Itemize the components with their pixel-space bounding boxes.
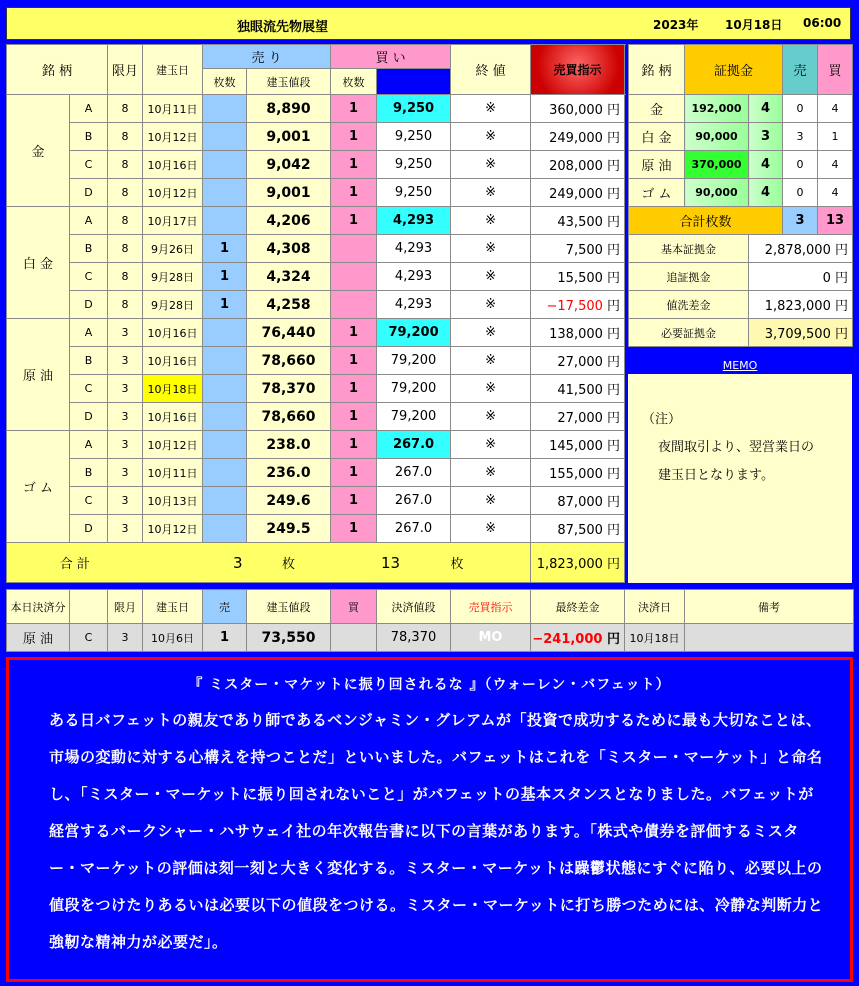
table-row	[7, 291, 625, 319]
total-sell-count: 3	[143, 543, 247, 583]
col-header-tategyoku-nedan: 建玉値段	[247, 69, 331, 95]
valuation-diff: 43,500 円	[531, 207, 625, 235]
entry-price: 9,001	[247, 123, 331, 151]
buy-count: 1	[331, 347, 377, 375]
header-date: 10月18日	[725, 18, 783, 32]
margin-total-buy: 13	[818, 207, 853, 235]
margin-amount: 370,000	[685, 151, 749, 179]
margin-summary-row	[629, 235, 853, 263]
sell-count	[203, 515, 247, 543]
col-header-gengetsu: 限月	[108, 45, 143, 95]
entry-date: 10月13日	[143, 487, 203, 515]
settle-month: 3	[108, 624, 143, 652]
margin-header-uri: 売	[783, 45, 818, 95]
margin-buy: 1	[818, 123, 853, 151]
table-row	[7, 179, 625, 207]
entry-price: 249.6	[247, 487, 331, 515]
entry-date: 10月16日	[143, 151, 203, 179]
valuation-diff: 27,000 円	[531, 347, 625, 375]
margin-amount: 90,000	[685, 123, 749, 151]
memo-link[interactable]: MEMO	[628, 349, 852, 373]
contract-code: B	[70, 123, 108, 151]
valuation-diff: 138,000 円	[531, 319, 625, 347]
valuation-diff: 87,500 円	[531, 515, 625, 543]
close-price: 9,250	[377, 123, 451, 151]
margin-contracts: 4	[749, 151, 783, 179]
settlement-table	[6, 589, 854, 652]
entry-date: 10月12日	[143, 431, 203, 459]
contract-month: 8	[108, 151, 143, 179]
buy-count: 1	[331, 487, 377, 515]
total-label: 合 計	[7, 543, 143, 583]
total-row	[7, 543, 625, 583]
settle-header-tategyoku-nedan: 建玉値段	[247, 590, 331, 624]
trade-instruction: ※	[451, 431, 531, 459]
trade-instruction: ※	[451, 235, 531, 263]
settle-header-label: 本日決済分	[7, 590, 70, 624]
settle-header-biko: 備考	[685, 590, 854, 624]
margin-sell: 0	[783, 151, 818, 179]
sell-count	[203, 431, 247, 459]
contract-code: C	[70, 263, 108, 291]
buy-count: 1	[331, 459, 377, 487]
buy-count: 1	[331, 319, 377, 347]
header-bar	[6, 7, 851, 40]
contract-code: A	[70, 319, 108, 347]
settle-sell: 1	[203, 624, 247, 652]
table-row	[7, 459, 625, 487]
commodity-name: ゴ ム	[7, 431, 70, 543]
contract-code: D	[70, 515, 108, 543]
entry-price: 78,660	[247, 347, 331, 375]
contract-code: A	[70, 207, 108, 235]
contract-code: D	[70, 179, 108, 207]
total-buy-unit: 枚	[451, 543, 531, 583]
commodity-name: 原 油	[7, 319, 70, 431]
close-price: 4,293	[377, 291, 451, 319]
margin-commodity: 金	[629, 95, 685, 123]
header-time: 06:00	[803, 16, 842, 30]
margin-contracts: 4	[749, 179, 783, 207]
margin-sell: 3	[783, 123, 818, 151]
margin-header-shokokin: 証拠金	[685, 45, 783, 95]
summary-label: 追証拠金	[629, 263, 749, 291]
valuation-diff: 7,500 円	[531, 235, 625, 263]
contract-month: 8	[108, 263, 143, 291]
buy-count: 1	[331, 431, 377, 459]
close-price: 4,293	[377, 207, 451, 235]
commodity-name: 金	[7, 95, 70, 207]
col-header-baibai-shiji: 売買指示	[531, 45, 625, 95]
valuation-diff: 360,000 円	[531, 95, 625, 123]
settle-header-tategyokubi: 建玉日	[143, 590, 203, 624]
valuation-diff: −17,500 円	[531, 291, 625, 319]
table-row	[7, 263, 625, 291]
entry-price: 76,440	[247, 319, 331, 347]
trade-instruction: ※	[451, 123, 531, 151]
settle-header-uri: 売	[203, 590, 247, 624]
valuation-diff: 41,500 円	[531, 375, 625, 403]
close-price: 79,200	[377, 347, 451, 375]
contract-month: 3	[108, 431, 143, 459]
contract-code: B	[70, 347, 108, 375]
sell-count	[203, 151, 247, 179]
entry-price: 8,890	[247, 95, 331, 123]
buy-count	[331, 263, 377, 291]
buy-count: 1	[331, 151, 377, 179]
col-header-maisu: 枚数	[203, 69, 247, 95]
col-header-kai: 買 い	[331, 45, 451, 69]
summary-value: 0 円	[749, 263, 853, 291]
margin-summary-row	[629, 319, 853, 347]
entry-price: 4,308	[247, 235, 331, 263]
buy-count: 1	[331, 403, 377, 431]
trade-instruction: ※	[451, 403, 531, 431]
contract-code: C	[70, 375, 108, 403]
trade-instruction: ※	[451, 375, 531, 403]
sell-count: 1	[203, 235, 247, 263]
entry-date: 10月18日	[143, 375, 203, 403]
sell-count	[203, 207, 247, 235]
settle-header-kessaibi: 決済日	[625, 590, 685, 624]
trade-instruction: ※	[451, 151, 531, 179]
trade-instruction: ※	[451, 179, 531, 207]
table-row	[7, 515, 625, 543]
contract-month: 3	[108, 375, 143, 403]
close-price: 79,200	[377, 403, 451, 431]
entry-date: 10月16日	[143, 319, 203, 347]
contract-code: C	[70, 487, 108, 515]
trade-instruction: ※	[451, 291, 531, 319]
settle-final-diff: −241,000 円	[531, 624, 625, 652]
margin-table	[628, 44, 853, 347]
close-price: 4,293	[377, 235, 451, 263]
col-header-owarine: 終 値	[451, 45, 531, 95]
close-price: 267.0	[377, 487, 451, 515]
contract-code: C	[70, 151, 108, 179]
sell-count: 1	[203, 291, 247, 319]
entry-price: 249.5	[247, 515, 331, 543]
margin-header-meigara: 銘 柄	[629, 45, 685, 95]
buy-count	[331, 235, 377, 263]
buy-count: 1	[331, 207, 377, 235]
margin-summary-row	[629, 291, 853, 319]
contract-month: 3	[108, 403, 143, 431]
margin-buy: 4	[818, 151, 853, 179]
contract-code: A	[70, 95, 108, 123]
margin-amount: 90,000	[685, 179, 749, 207]
margin-summary-row	[629, 263, 853, 291]
sell-count	[203, 179, 247, 207]
contract-month: 8	[108, 123, 143, 151]
margin-buy: 4	[818, 95, 853, 123]
buy-count: 1	[331, 375, 377, 403]
entry-price: 78,370	[247, 375, 331, 403]
close-price: 267.0	[377, 515, 451, 543]
sell-count	[203, 347, 247, 375]
close-price: 267.0	[377, 459, 451, 487]
sell-count	[203, 375, 247, 403]
entry-date: 10月17日	[143, 207, 203, 235]
quote-title: 『 ミスター・マケットに振り回されるな 』（ウォーレン・バフェット）	[188, 677, 671, 693]
trade-instruction: ※	[451, 263, 531, 291]
buy-count: 1	[331, 123, 377, 151]
trade-instruction: ※	[451, 459, 531, 487]
margin-row	[629, 179, 853, 207]
entry-price: 9,042	[247, 151, 331, 179]
entry-date: 10月16日	[143, 347, 203, 375]
sell-count	[203, 487, 247, 515]
margin-commodity: 原 油	[629, 151, 685, 179]
settle-date: 10月6日	[143, 624, 203, 652]
margin-total-sell: 3	[783, 207, 818, 235]
margin-total-label: 合計枚数	[629, 207, 783, 235]
entry-date: 9月26日	[143, 235, 203, 263]
valuation-diff: 27,000 円	[531, 403, 625, 431]
sell-count	[203, 95, 247, 123]
margin-header-kai: 買	[818, 45, 853, 95]
contract-month: 8	[108, 291, 143, 319]
contract-month: 8	[108, 179, 143, 207]
settle-buy	[331, 624, 377, 652]
summary-value: 3,709,500 円	[749, 319, 853, 347]
table-row	[7, 403, 625, 431]
settle-note	[685, 624, 854, 652]
valuation-diff: 249,000 円	[531, 123, 625, 151]
col-header-tategyokubi: 建玉日	[143, 45, 203, 95]
memo-panel	[628, 374, 852, 583]
buy-count: 1	[331, 179, 377, 207]
entry-price: 4,258	[247, 291, 331, 319]
quote-body: ある日バフェットの親友であり師であるベンジャミン・グレアムが「投資で成功するために最も大切なことは、市場の変動に対する心構えを持つことだ」といいました。バフェットはこれを「ミスター・マーケット」と命名し、「ミスター・マーケットに振り回されないこと」がバフェットの基本スタンスとなりました。バフェットが経営するバークシャー・ハサウェイ社の年次報告書に以下の言葉があります。「株式や債券を評価するミスター・マーケットの評価は刻一刻と大きく変化する。ミスター・マーケットは躁鬱状態にすぐに陥り、必要以上の値段をつけたりあるいは必要以下の値段をつける。ミスター・マーケットに打ち勝つためには、冷静な判断力と強靭な精神力が必要だ」。	[49, 711, 824, 951]
entry-date: 10月16日	[143, 403, 203, 431]
close-price: 79,200	[377, 375, 451, 403]
summary-label: 基本証拠金	[629, 235, 749, 263]
entry-date: 10月11日	[143, 95, 203, 123]
contract-code: B	[70, 459, 108, 487]
settle-name: 原 油	[7, 624, 70, 652]
settle-header-baibai-shiji: 売買指示	[451, 590, 531, 624]
contract-month: 8	[108, 207, 143, 235]
contract-code: D	[70, 291, 108, 319]
contract-month: 8	[108, 95, 143, 123]
entry-date: 9月28日	[143, 263, 203, 291]
contract-code: D	[70, 403, 108, 431]
page-title: 独眼流先物展望	[237, 20, 329, 35]
entry-price: 238.0	[247, 431, 331, 459]
settle-instruction: MO	[451, 624, 531, 652]
contract-month: 3	[108, 487, 143, 515]
summary-label: 必要証拠金	[629, 319, 749, 347]
table-row	[7, 487, 625, 515]
entry-price: 9,001	[247, 179, 331, 207]
contract-month: 8	[108, 235, 143, 263]
total-sell-unit: 枚	[247, 543, 331, 583]
quote-box	[6, 657, 853, 982]
table-row	[7, 347, 625, 375]
table-row	[7, 207, 625, 235]
margin-commodity: 白 金	[629, 123, 685, 151]
settle-settle-date: 10月18日	[625, 624, 685, 652]
sell-count	[203, 403, 247, 431]
contract-month: 3	[108, 515, 143, 543]
table-row	[7, 95, 625, 123]
contract-month: 3	[108, 347, 143, 375]
table-row	[7, 375, 625, 403]
settle-settle-price: 78,370	[377, 624, 451, 652]
trade-instruction: ※	[451, 319, 531, 347]
buy-count: 1	[331, 95, 377, 123]
trade-instruction: ※	[451, 487, 531, 515]
close-price: 79,200	[377, 319, 451, 347]
table-row	[7, 319, 625, 347]
close-price: 9,250	[377, 179, 451, 207]
summary-value: 2,878,000 円	[749, 235, 853, 263]
settle-header-kai: 買	[331, 590, 377, 624]
contract-code: A	[70, 431, 108, 459]
settle-header-code	[70, 590, 108, 624]
summary-value: 1,823,000 円	[749, 291, 853, 319]
margin-row	[629, 151, 853, 179]
entry-date: 10月11日	[143, 459, 203, 487]
valuation-diff: 249,000 円	[531, 179, 625, 207]
valuation-diff: 145,000 円	[531, 431, 625, 459]
sell-count	[203, 123, 247, 151]
close-price: 267.0	[377, 431, 451, 459]
buy-count: 1	[331, 515, 377, 543]
trade-instruction: ※	[451, 95, 531, 123]
table-row	[7, 235, 625, 263]
col-header-maisu2: 枚数	[331, 69, 377, 95]
table-row	[7, 151, 625, 179]
col-header-meigara: 銘 柄	[7, 45, 108, 95]
sell-count: 1	[203, 263, 247, 291]
positions-table	[6, 44, 625, 583]
margin-row	[629, 123, 853, 151]
valuation-diff: 155,000 円	[531, 459, 625, 487]
entry-price: 4,324	[247, 263, 331, 291]
commodity-name: 白 金	[7, 207, 70, 319]
col-header-uri: 売 り	[203, 45, 331, 69]
table-row	[7, 431, 625, 459]
summary-label: 値洗差金	[629, 291, 749, 319]
close-price: 4,293	[377, 263, 451, 291]
entry-date: 9月28日	[143, 291, 203, 319]
trade-instruction: ※	[451, 347, 531, 375]
settle-code: C	[70, 624, 108, 652]
valuation-diff: 208,000 円	[531, 151, 625, 179]
total-buy-count: 13	[331, 543, 451, 583]
sell-count	[203, 319, 247, 347]
entry-date: 10月12日	[143, 515, 203, 543]
margin-sell: 0	[783, 95, 818, 123]
memo-line-3: 建玉日となります。	[658, 468, 774, 483]
margin-contracts: 3	[749, 123, 783, 151]
contract-month: 3	[108, 319, 143, 347]
margin-contracts: 4	[749, 95, 783, 123]
memo-line-2: 夜間取引より、翌営業日の	[658, 440, 815, 455]
memo-line-1: （注）	[642, 412, 682, 427]
close-price: 9,250	[377, 95, 451, 123]
contract-month: 3	[108, 459, 143, 487]
margin-commodity: ゴ ム	[629, 179, 685, 207]
valuation-diff: 87,000 円	[531, 487, 625, 515]
settle-price: 73,550	[247, 624, 331, 652]
entry-price: 4,206	[247, 207, 331, 235]
total-diff: 1,823,000 円	[531, 543, 625, 583]
sell-count	[203, 459, 247, 487]
entry-date: 10月12日	[143, 179, 203, 207]
buy-count	[331, 291, 377, 319]
settle-header-saishu-sagaku: 最終差金	[531, 590, 625, 624]
header-year: 2023年	[653, 18, 699, 32]
margin-row	[629, 95, 853, 123]
entry-price: 236.0	[247, 459, 331, 487]
margin-buy: 4	[818, 179, 853, 207]
table-row	[7, 123, 625, 151]
margin-amount: 192,000	[685, 95, 749, 123]
entry-price: 78,660	[247, 403, 331, 431]
contract-code: B	[70, 235, 108, 263]
close-price: 9,250	[377, 151, 451, 179]
settle-header-kessai-nedan: 決済値段	[377, 590, 451, 624]
margin-sell: 0	[783, 179, 818, 207]
valuation-diff: 15,500 円	[531, 263, 625, 291]
trade-instruction: ※	[451, 207, 531, 235]
settle-header-gengetsu: 限月	[108, 590, 143, 624]
trade-instruction: ※	[451, 515, 531, 543]
entry-date: 10月12日	[143, 123, 203, 151]
settlement-row	[7, 624, 854, 652]
